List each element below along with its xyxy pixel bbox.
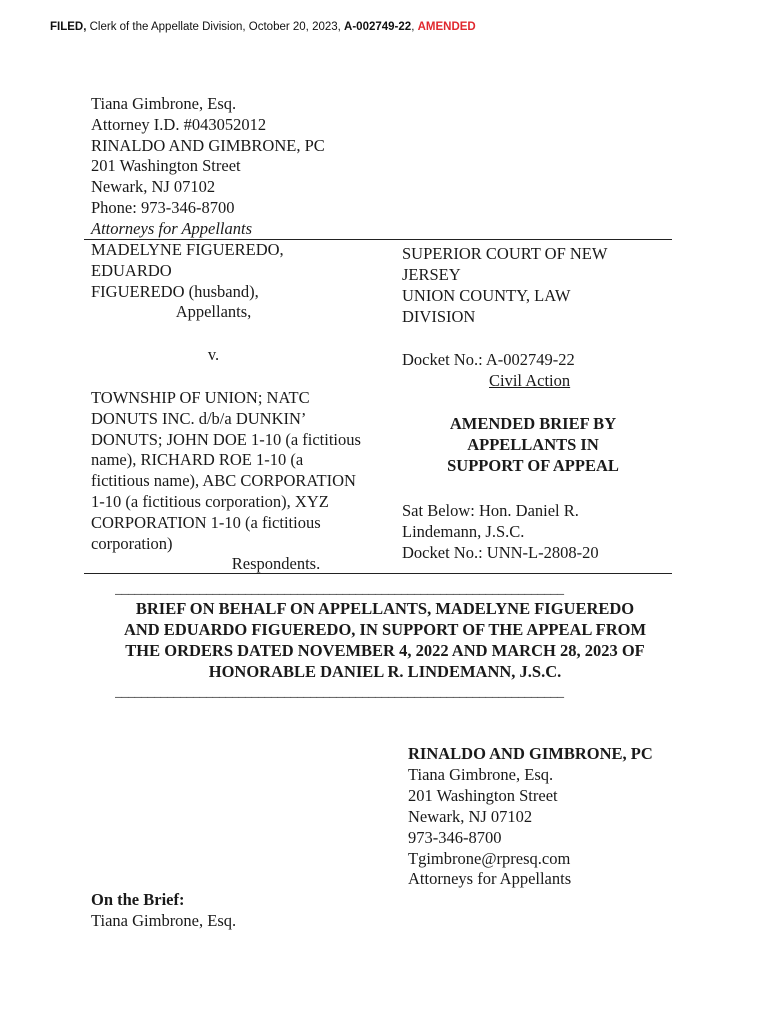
- title-separator-bottom: _____________________________________________________________________: [115, 685, 564, 700]
- respondent-line: TOWNSHIP OF UNION; NATC: [91, 387, 310, 407]
- brief-title: [90, 598, 680, 682]
- on-brief-label: On the Brief:: [91, 890, 185, 909]
- attorney-city: Newark, NJ 07102: [91, 177, 216, 197]
- attorney-street: 201 Washington Street: [91, 156, 241, 176]
- attorney-role: Attorneys for Appellants: [91, 218, 253, 238]
- respondent-line: corporation): [91, 533, 173, 553]
- brief-title-line: THE ORDERS DATED NOVEMBER 4, 2022 AND MARCH 28, 2023 OF: [125, 641, 645, 660]
- firm-line: 201 Washington Street: [408, 785, 558, 805]
- brief-title-line: BRIEF ON BEHALF ON APPELLANTS, MADELYNE FIGUEREDO: [135, 599, 635, 618]
- firm-block: [408, 744, 653, 890]
- firm-line: Tiana Gimbrone, Esq.: [408, 764, 554, 784]
- respondent-line: fictitious name), ABC CORPORATION: [91, 471, 356, 491]
- firm-name: RINALDO AND GIMBRONE, PC: [408, 744, 653, 763]
- respondents-label: Respondents.: [231, 554, 321, 574]
- respondent-line: CORPORATION 1-10 (a fictitious: [91, 512, 321, 532]
- stamp-text: Clerk of the Appellate Division, October 20, 2023,: [86, 21, 345, 33]
- respondent-line: name), RICHARD ROE 1-10 (a: [91, 450, 304, 470]
- appellant-line: EDUARDO: [91, 260, 172, 280]
- attorney-id: Attorney I.D. #043052012: [91, 114, 267, 134]
- versus: v.: [207, 345, 220, 365]
- sat-below-line: Lindemann, J.S.C.: [402, 522, 525, 541]
- on-brief-name: Tiana Gimbrone, Esq.: [91, 910, 237, 930]
- court-name-line: SUPERIOR COURT OF NEW: [402, 244, 608, 263]
- respondent-line: DONUTS; JOHN DOE 1-10 (a fictitious: [91, 429, 361, 449]
- brief-type-line: AMENDED BRIEF BY: [449, 414, 617, 433]
- brief-title-line: HONORABLE DANIEL R. LINDEMANN, J.S.C.: [208, 662, 562, 681]
- appellant-line: MADELYNE FIGUEREDO,: [91, 240, 284, 259]
- brief-type-line: APPELLANTS IN: [467, 435, 599, 454]
- appellant-line: FIGUEREDO (husband),: [91, 281, 259, 301]
- on-the-brief: [91, 890, 236, 932]
- firm-email: Tgimbrone@rpresq.com: [408, 848, 571, 868]
- docket-number: Docket No.: A-002749-22: [402, 350, 575, 369]
- title-separator-top: _____________________________________________________________________: [115, 582, 564, 597]
- stamp-filed: FILED,: [50, 21, 87, 33]
- firm-line: 973-346-8700: [408, 827, 502, 847]
- respondent-line: 1-10 (a fictitious corporation), XYZ: [91, 491, 329, 511]
- respondent-line: DONUTS INC. d/b/a DUNKIN’: [91, 408, 307, 428]
- stamp-amended: AMENDED: [417, 21, 476, 33]
- firm-line: Newark, NJ 07102: [408, 806, 533, 826]
- court-name-line: UNION COUNTY, LAW: [402, 286, 571, 305]
- brief-type-line: SUPPORT OF APPEAL: [447, 456, 619, 475]
- attorney-name: Tiana Gimbrone, Esq.: [91, 94, 237, 113]
- brief-title-line: AND EDUARDO FIGUEREDO, IN SUPPORT OF THE APPEAL FROM: [123, 620, 647, 639]
- attorney-header: [91, 94, 325, 240]
- sat-below-line: Sat Below: Hon. Daniel R.: [402, 501, 579, 520]
- caption-parties: [91, 240, 391, 575]
- attorney-phone: Phone: 973-346-8700: [91, 197, 235, 217]
- filing-stamp: [50, 21, 476, 33]
- court-name-line: JERSEY: [402, 265, 461, 284]
- court-name-line: DIVISION: [402, 307, 476, 326]
- civil-action: Civil Action: [489, 371, 571, 390]
- attorney-firm: RINALDO AND GIMBRONE, PC: [91, 135, 325, 155]
- appellants-label: Appellants,: [175, 302, 252, 322]
- caption-court: [402, 243, 642, 563]
- firm-line: Attorneys for Appellants: [408, 869, 572, 889]
- sat-below-line: Docket No.: UNN-L-2808-20: [402, 543, 599, 562]
- stamp-sep: ,: [411, 21, 418, 33]
- stamp-docket: A-002749-22: [344, 21, 412, 33]
